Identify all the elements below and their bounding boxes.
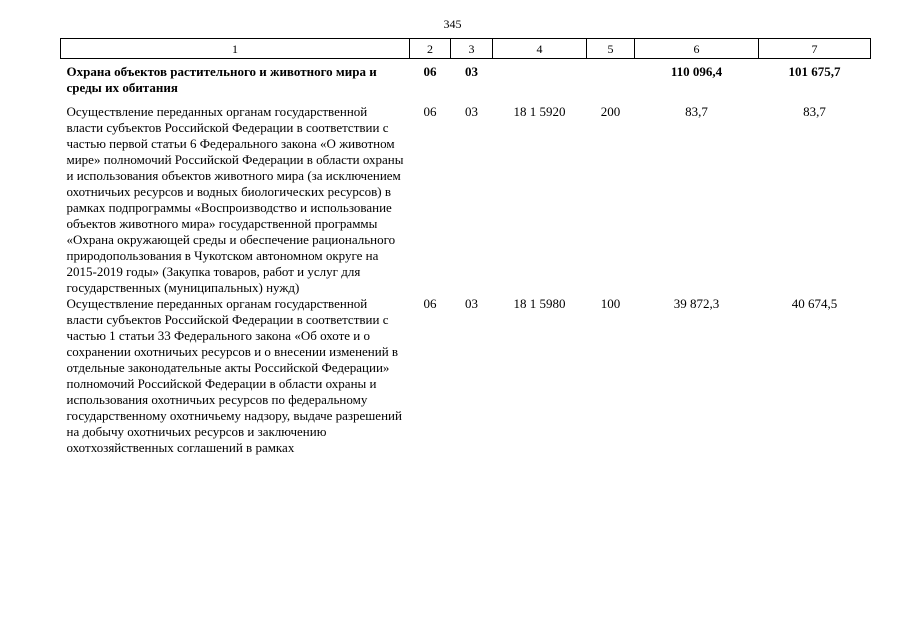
- section-code-cell: 06: [423, 104, 437, 119]
- subsection-code-cell: 03: [465, 104, 478, 119]
- table-row: [61, 59, 871, 105]
- subsection-code-cell: 03: [465, 64, 478, 79]
- amount-cell-2: 83,7: [803, 104, 826, 119]
- page-number: 345: [443, 17, 462, 31]
- column-header: 7: [759, 39, 871, 59]
- target-article-cell: [493, 59, 587, 105]
- column-header: 3: [451, 39, 493, 59]
- row-name-cell: Осуществление переданных органам государственной власти субъектов Российской Федерации в соответствии с частью 1 статьи 33 Федерального закона «Об охоте и о сохранении охотничьих ресурсов и о внесении изменений в отдельные законодательные акты Российской Федерации» полномочий Российской Федерации в области охраны и использования охотничьих ресурсов по федеральному государственному охотничьему надзору, выдаче разрешений на добычу охотничьих ресурсов и заключению охотхозяйственных соглашений в рамках: [66, 296, 402, 455]
- table-row: [61, 296, 871, 456]
- target-article-cell: 18 1 5980: [513, 296, 566, 311]
- amount-cell-1: 39 872,3: [673, 296, 720, 311]
- column-header: 4: [493, 39, 587, 59]
- section-code-cell: 06: [423, 296, 437, 311]
- amount-cell-2: 40 674,5: [791, 296, 838, 311]
- row-name-cell: Охрана объектов растительного и животного мира и среды их обитания: [66, 64, 377, 95]
- amount-cell-2: 101 675,7: [788, 64, 841, 79]
- expense-type-cell: 200: [600, 104, 621, 119]
- column-header: 2: [410, 39, 451, 59]
- subsection-code-cell: 03: [465, 296, 478, 311]
- table-header-row: [61, 39, 871, 59]
- target-article-cell: 18 1 5920: [513, 104, 566, 119]
- expense-type-cell: [587, 59, 635, 105]
- amount-cell-1: 83,7: [685, 104, 708, 119]
- row-name-cell: Осуществление переданных органам государственной власти субъектов Российской Федерации в соответствии с частью первой статьи 6 Федерального закона «О животном мире» полномочий Российской Федерации в области охраны и использования объектов животного мира (за исключением охотничьих ресурсов и водных биологических ресурсов) в рамках подпрограммы «Воспроизводство и использование объектов животного мира» государственной программы «Охрана окружающей среды и обеспечение рационального природопользования в Чукотском автономном округе на 2015-2019 годы» (Закупка товаров, работ и услуг для государственных (муниципальных) нужд): [66, 104, 404, 295]
- amount-cell-1: 110 096,4: [670, 64, 723, 79]
- column-header: 5: [587, 39, 635, 59]
- section-code-cell: 06: [423, 64, 437, 79]
- budget-table: [60, 38, 871, 456]
- column-header: 6: [635, 39, 759, 59]
- expense-type-cell: 100: [600, 296, 621, 311]
- table-row: [61, 104, 871, 296]
- column-header: 1: [61, 39, 410, 59]
